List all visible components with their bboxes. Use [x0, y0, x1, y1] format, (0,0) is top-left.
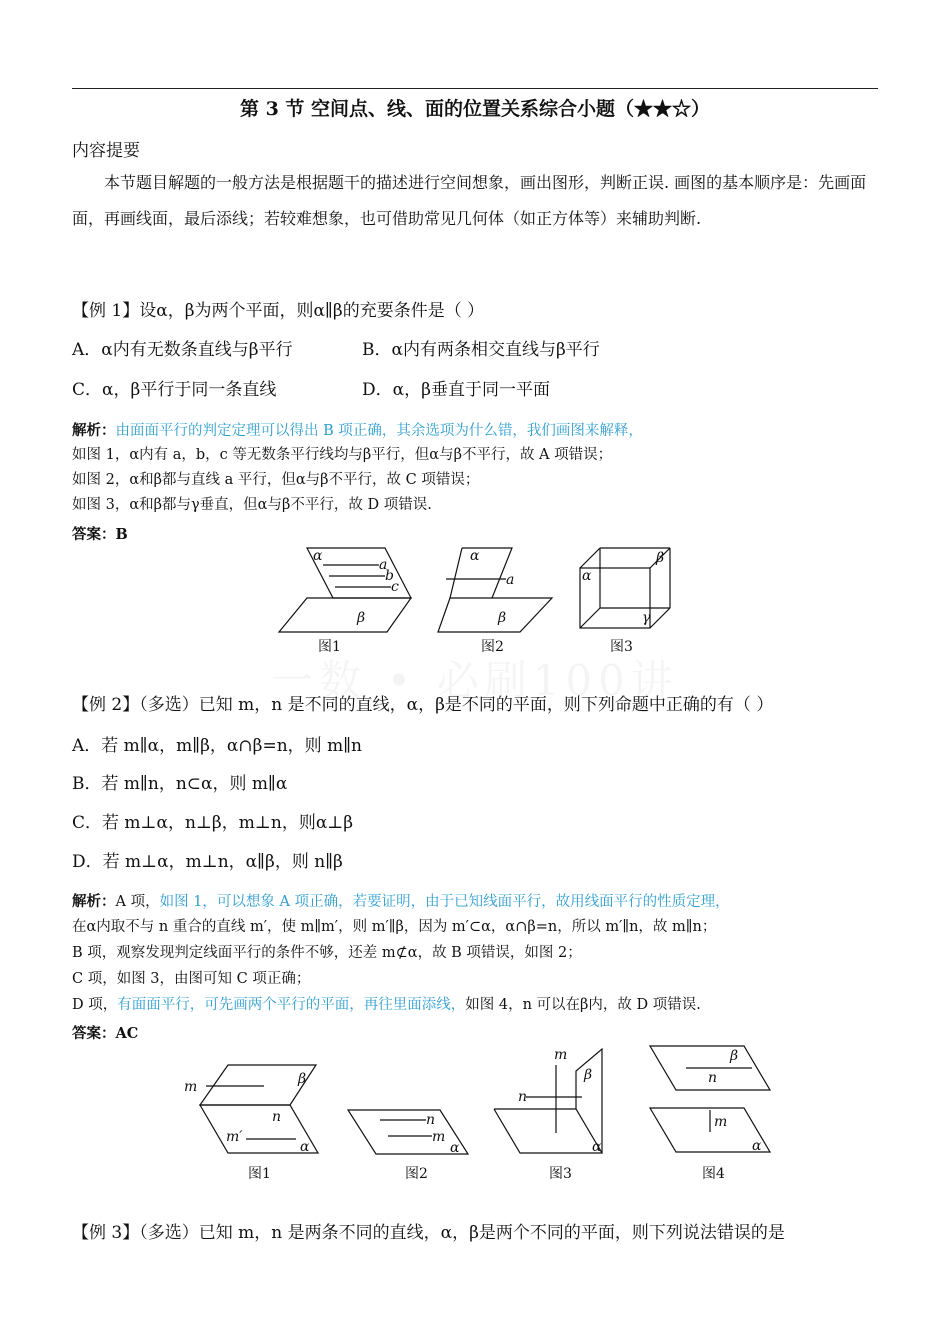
ex2-analysis-a-blue: 如图 1，可以想象 A 项正确，若要证明，由于已知线面平行，故用线面平行的性质定理，	[159, 894, 730, 910]
section-title: 第 3 节 空间点、线、面的位置关系综合小题（★★☆）	[239, 98, 711, 120]
ex2-answer: 答案：AC	[72, 1025, 139, 1042]
ex2-analysis-d-rest: 如图 4，n 可以在β内，故 D 项错误.	[465, 997, 701, 1013]
ex2-fig4-n-label: n	[708, 1070, 718, 1086]
ex2-fig2-n-label: n	[426, 1112, 436, 1128]
ex2-fig1-m-label: m	[184, 1079, 198, 1095]
fig3-beta-label: β	[656, 550, 665, 566]
fig1-c-label: c	[391, 579, 399, 595]
ex2-fig2-m-label: m	[432, 1129, 446, 1145]
ex2-fig1-n-label: n	[272, 1109, 282, 1125]
ex2-caption-1: 图1	[248, 1166, 271, 1182]
ex1-figure-1	[275, 540, 425, 640]
ex2-figure-4	[646, 1042, 776, 1160]
ex2-fig1-mprime-label: m′	[226, 1129, 243, 1145]
ex1-analysis-4: 如图 3，α和β都与γ垂直，但α与β不平行，故 D 项错误.	[72, 497, 432, 513]
ex2-stem-text: （多选）已知 m，n 是不同的直线，α，β是不同的平面，则下列命题中正确的有（ ）	[139, 695, 774, 715]
ex1-option-d: D．α，β垂直于同一平面	[362, 380, 550, 400]
ex1-analysis-label: 解析：	[72, 422, 116, 439]
ex1-caption-2: 图2	[481, 639, 504, 655]
ex3-tag: 【例 3】	[72, 1223, 140, 1243]
ex2-option-a: A．若 m∥α，m∥β，α∩β=n，则 m∥n	[72, 736, 363, 756]
ex2-caption-4: 图4	[702, 1166, 725, 1182]
ex1-answer: 答案：B	[72, 526, 128, 543]
ex2-analysis-a2: 在α内取不与 n 重合的直线 m′，使 m∥m′，则 m′∥β，因为 m′⊂α，α∩β=n，所以 m′∥n，故 m∥n；	[72, 919, 717, 935]
ex1-figure-2	[432, 540, 562, 640]
ex2-option-d: D．若 m⊥α，m⊥n，α∥β，则 n∥β	[72, 852, 343, 872]
ex2-fig1-alpha-label: α	[300, 1139, 310, 1155]
ex2-fig1-beta-label: β	[298, 1071, 307, 1087]
ex2-analysis-d-prefix: D 项，	[72, 997, 118, 1013]
ex1-caption-3: 图3	[610, 639, 633, 655]
ex2-fig3-alpha-label: α	[592, 1139, 602, 1155]
ex2-fig2-alpha-label: α	[450, 1140, 460, 1156]
ex2-analysis-label: 解析：	[72, 893, 116, 910]
ex1-option-a: A．α内有无数条直线与β平行	[72, 340, 293, 360]
fig1-b-label: b	[385, 568, 394, 584]
ex2-analysis-d	[72, 993, 701, 1014]
fig2-a-label: a	[506, 572, 515, 588]
ex2-figure-1	[176, 1055, 326, 1160]
ex2-fig4-beta-label: β	[730, 1048, 739, 1064]
ex1-caption-1: 图1	[318, 639, 341, 655]
summary-text: 本节题目解题的一般方法是根据题干的描述进行空间想象，画出图形，判断正误. 画图的基本顺序是：先画面面，再画线面，最后添线；若较难想象，也可借助常见几何体（如正方体等）来辅助判断.	[72, 173, 867, 228]
ex2-fig4-alpha-label: α	[752, 1138, 762, 1154]
fig1-a-label: a	[379, 557, 388, 573]
fig2-alpha-label: α	[470, 548, 480, 564]
fig3-alpha-label: α	[582, 568, 592, 584]
ex1-analysis-3: 如图 2，α和β都与直线 a 平行，但α与β不平行，故 C 项错误；	[72, 472, 480, 488]
ex3-stem	[72, 1218, 785, 1243]
top-rule	[72, 88, 878, 89]
ex1-figure-3	[574, 540, 684, 640]
ex1-stem	[72, 296, 484, 321]
fig3-gamma-label: γ	[642, 610, 651, 626]
ex2-caption-3: 图3	[549, 1166, 572, 1182]
ex2-analysis-b: B 项，观察发现判定线面平行的条件不够，还差 m⊄α，故 B 项错误，如图 2；	[72, 945, 582, 961]
ex2-stem	[72, 690, 773, 715]
ex1-tag: 【例 1】	[72, 301, 140, 321]
fig2-beta-label: β	[498, 610, 507, 626]
ex2-analysis-d-blue: 有面面平行，可先画两个平行的平面，再往里面添线，	[117, 997, 466, 1013]
ex2-fig3-n-label: n	[518, 1089, 528, 1105]
ex1-option-c: C．α，β平行于同一条直线	[72, 380, 277, 400]
ex2-caption-2: 图2	[405, 1166, 428, 1182]
fig1-beta-label: β	[357, 610, 366, 626]
ex2-analysis-a	[72, 890, 730, 911]
ex1-analysis-1	[72, 419, 643, 440]
ex2-fig3-beta-label: β	[584, 1067, 593, 1083]
ex2-option-c: C．若 m⊥α，n⊥β，m⊥n，则α⊥β	[72, 813, 354, 833]
summary-heading: 内容提要	[72, 141, 140, 161]
ex2-analysis-a-prefix: A 项，	[115, 894, 160, 910]
ex2-fig3-m-label: m	[554, 1047, 568, 1063]
ex3-stem-text: （多选）已知 m，n 是两条不同的直线，α，β是两个不同的平面，则下列说法错误的是	[139, 1223, 785, 1243]
ex2-tag: 【例 2】	[72, 695, 140, 715]
ex1-analysis-blue: 由面面平行的判定定理可以得出 B 项正确，其余选项为什么错，我们画图来解释，	[115, 423, 643, 439]
ex2-option-b: B．若 m∥n，n⊂α，则 m∥α	[72, 774, 288, 794]
ex1-analysis-2: 如图 1，α内有 a，b，c 等无数条平行线均与β平行，但α与β不平行，故 A 项错误；	[72, 447, 613, 463]
ex2-figure-2	[344, 1100, 474, 1160]
fig1-alpha-label: α	[313, 548, 323, 564]
ex2-fig4-m-label: m	[714, 1114, 728, 1130]
ex2-analysis-c: C 项，如图 3，由图可知 C 项正确；	[72, 971, 311, 987]
ex1-option-b: B．α内有两条相交直线与β平行	[362, 340, 600, 360]
ex2-figure-3	[490, 1045, 630, 1160]
ex1-stem-text: 设α，β为两个平面，则α∥β的充要条件是（ ）	[139, 301, 485, 321]
